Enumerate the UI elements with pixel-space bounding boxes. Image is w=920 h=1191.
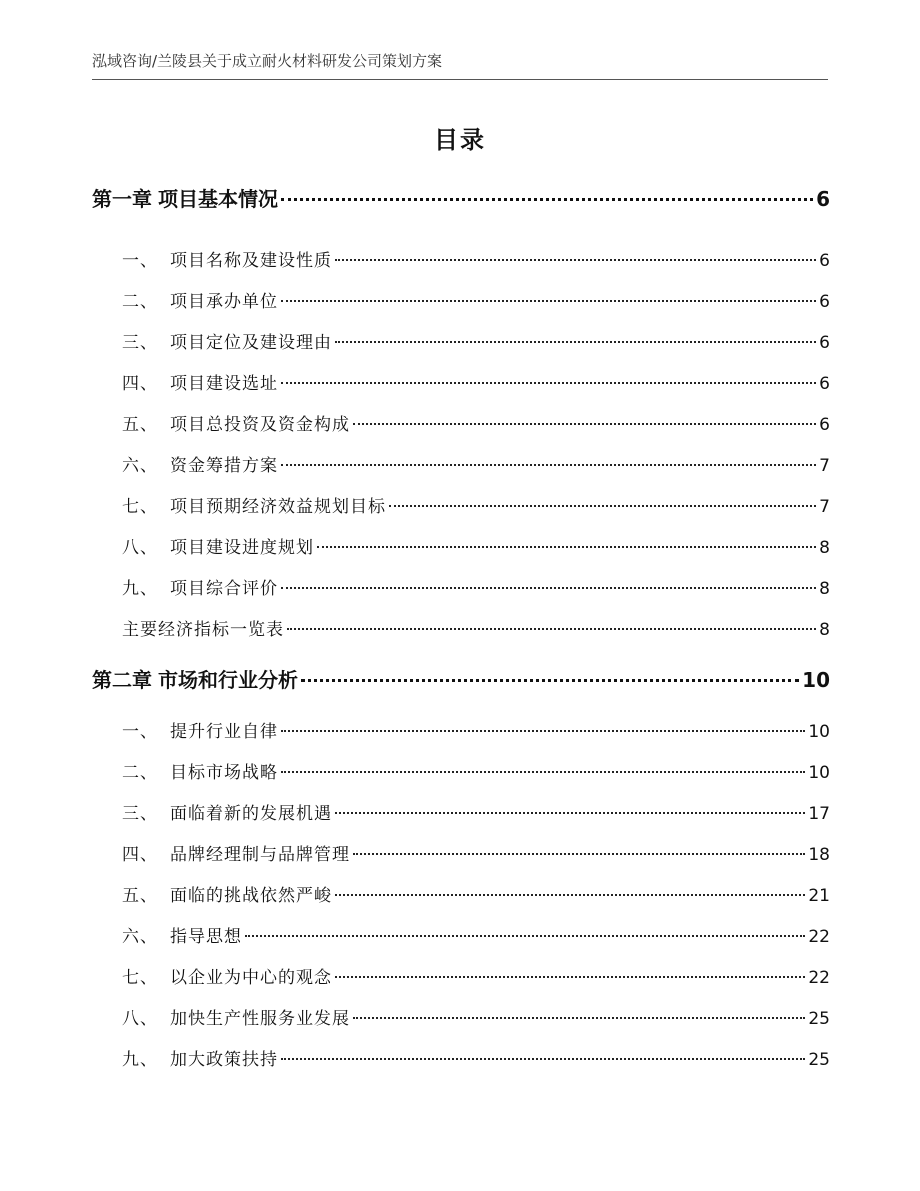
page-number: 22 bbox=[808, 968, 830, 988]
section-number: 七、 bbox=[122, 497, 158, 517]
section-title: 资金筹措方案 bbox=[170, 456, 278, 476]
section-number: 一、 bbox=[122, 251, 158, 271]
dot-leader bbox=[281, 771, 805, 773]
running-header: 泓域咨询/兰陵县关于成立耐火材料研发公司策划方案 bbox=[92, 50, 828, 80]
section-number: 九、 bbox=[122, 579, 158, 599]
toc-section[interactable] bbox=[122, 1004, 830, 1029]
page-number: 6 bbox=[819, 292, 830, 312]
chapter-title: 项目基本情况 bbox=[158, 187, 278, 211]
toc-section[interactable] bbox=[122, 451, 830, 476]
toc-section[interactable] bbox=[122, 328, 830, 353]
section-number: 一、 bbox=[122, 722, 158, 742]
toc-section[interactable] bbox=[122, 492, 830, 517]
toc-section[interactable] bbox=[122, 881, 830, 906]
section-number: 八、 bbox=[122, 1009, 158, 1029]
dot-leader bbox=[245, 935, 805, 937]
toc-section[interactable] bbox=[122, 840, 830, 865]
section-number: 五、 bbox=[122, 415, 158, 435]
dot-leader bbox=[335, 812, 805, 814]
toc-section[interactable] bbox=[122, 1045, 830, 1070]
toc-chapter-1[interactable] bbox=[92, 183, 830, 212]
section-number: 四、 bbox=[122, 845, 158, 865]
chapter-number: 第一章 bbox=[92, 187, 152, 211]
section-number: 五、 bbox=[122, 886, 158, 906]
dot-leader bbox=[317, 546, 816, 548]
page-number: 10 bbox=[808, 722, 830, 742]
section-number: 六、 bbox=[122, 927, 158, 947]
page-number: 25 bbox=[808, 1050, 830, 1070]
section-title: 加大政策扶持 bbox=[170, 1050, 278, 1070]
toc-section[interactable] bbox=[122, 922, 830, 947]
page-number: 17 bbox=[808, 804, 830, 824]
dot-leader bbox=[335, 976, 805, 978]
page-number: 22 bbox=[808, 927, 830, 947]
section-number: 九、 bbox=[122, 1050, 158, 1070]
section-title: 面临着新的发展机遇 bbox=[170, 804, 332, 824]
section-title: 项目总投资及资金构成 bbox=[170, 415, 350, 435]
dot-leader bbox=[301, 679, 799, 682]
chapter-title: 市场和行业分析 bbox=[158, 668, 298, 692]
section-title: 项目综合评价 bbox=[170, 579, 278, 599]
page-number: 8 bbox=[819, 579, 830, 599]
dot-leader bbox=[281, 464, 816, 466]
section-title: 项目承办单位 bbox=[170, 292, 278, 312]
toc-section[interactable] bbox=[122, 574, 830, 599]
dot-leader bbox=[281, 300, 816, 302]
section-number: 八、 bbox=[122, 538, 158, 558]
toc-appendix[interactable] bbox=[122, 615, 830, 640]
section-title: 面临的挑战依然严峻 bbox=[170, 886, 332, 906]
section-title: 主要经济指标一览表 bbox=[122, 620, 284, 640]
section-title: 项目建设进度规划 bbox=[170, 538, 314, 558]
section-title: 指导思想 bbox=[170, 927, 242, 947]
dot-leader bbox=[335, 341, 816, 343]
page-number: 25 bbox=[808, 1009, 830, 1029]
toc-section[interactable] bbox=[122, 410, 830, 435]
section-number: 六、 bbox=[122, 456, 158, 476]
dot-leader bbox=[353, 853, 805, 855]
toc-section[interactable] bbox=[122, 963, 830, 988]
section-number: 七、 bbox=[122, 968, 158, 988]
dot-leader bbox=[281, 1058, 805, 1060]
section-title: 目标市场战略 bbox=[170, 763, 278, 783]
toc-section[interactable] bbox=[122, 799, 830, 824]
dot-leader bbox=[281, 198, 813, 201]
dot-leader bbox=[353, 423, 816, 425]
dot-leader bbox=[281, 382, 816, 384]
page-number: 6 bbox=[819, 374, 830, 394]
section-title: 提升行业自律 bbox=[170, 722, 278, 742]
section-title: 项目名称及建设性质 bbox=[170, 251, 332, 271]
toc-section[interactable] bbox=[122, 369, 830, 394]
dot-leader bbox=[281, 730, 805, 732]
section-title: 加快生产性服务业发展 bbox=[170, 1009, 350, 1029]
dot-leader bbox=[335, 894, 805, 896]
section-title: 品牌经理制与品牌管理 bbox=[170, 845, 350, 865]
page-number: 6 bbox=[819, 333, 830, 353]
page-number: 6 bbox=[816, 187, 830, 211]
toc-section[interactable] bbox=[122, 758, 830, 783]
dot-leader bbox=[353, 1017, 805, 1019]
section-number: 二、 bbox=[122, 763, 158, 783]
page-number: 18 bbox=[808, 845, 830, 865]
dot-leader bbox=[281, 587, 816, 589]
page-number: 8 bbox=[819, 620, 830, 640]
page-number: 8 bbox=[819, 538, 830, 558]
toc-section[interactable] bbox=[122, 717, 830, 742]
section-number: 二、 bbox=[122, 292, 158, 312]
toc-section[interactable] bbox=[122, 246, 830, 271]
section-title: 项目建设选址 bbox=[170, 374, 278, 394]
chapter-number: 第二章 bbox=[92, 668, 152, 692]
toc-title: 目录 bbox=[434, 126, 486, 154]
section-title: 项目定位及建设理由 bbox=[170, 333, 332, 353]
page-number: 7 bbox=[819, 456, 830, 476]
toc-chapter-2[interactable] bbox=[92, 664, 830, 693]
dot-leader bbox=[389, 505, 816, 507]
section-number: 四、 bbox=[122, 374, 158, 394]
section-title: 项目预期经济效益规划目标 bbox=[170, 497, 386, 517]
section-title: 以企业为中心的观念 bbox=[170, 968, 332, 988]
page-number: 6 bbox=[819, 251, 830, 271]
page-number: 10 bbox=[808, 763, 830, 783]
dot-leader bbox=[335, 259, 816, 261]
page-number: 21 bbox=[808, 886, 830, 906]
toc-section[interactable] bbox=[122, 287, 830, 312]
toc-section[interactable] bbox=[122, 533, 830, 558]
page-number: 7 bbox=[819, 497, 830, 517]
page-number: 10 bbox=[802, 668, 830, 692]
page-number: 6 bbox=[819, 415, 830, 435]
section-number: 三、 bbox=[122, 333, 158, 353]
section-number: 三、 bbox=[122, 804, 158, 824]
dot-leader bbox=[287, 628, 816, 630]
